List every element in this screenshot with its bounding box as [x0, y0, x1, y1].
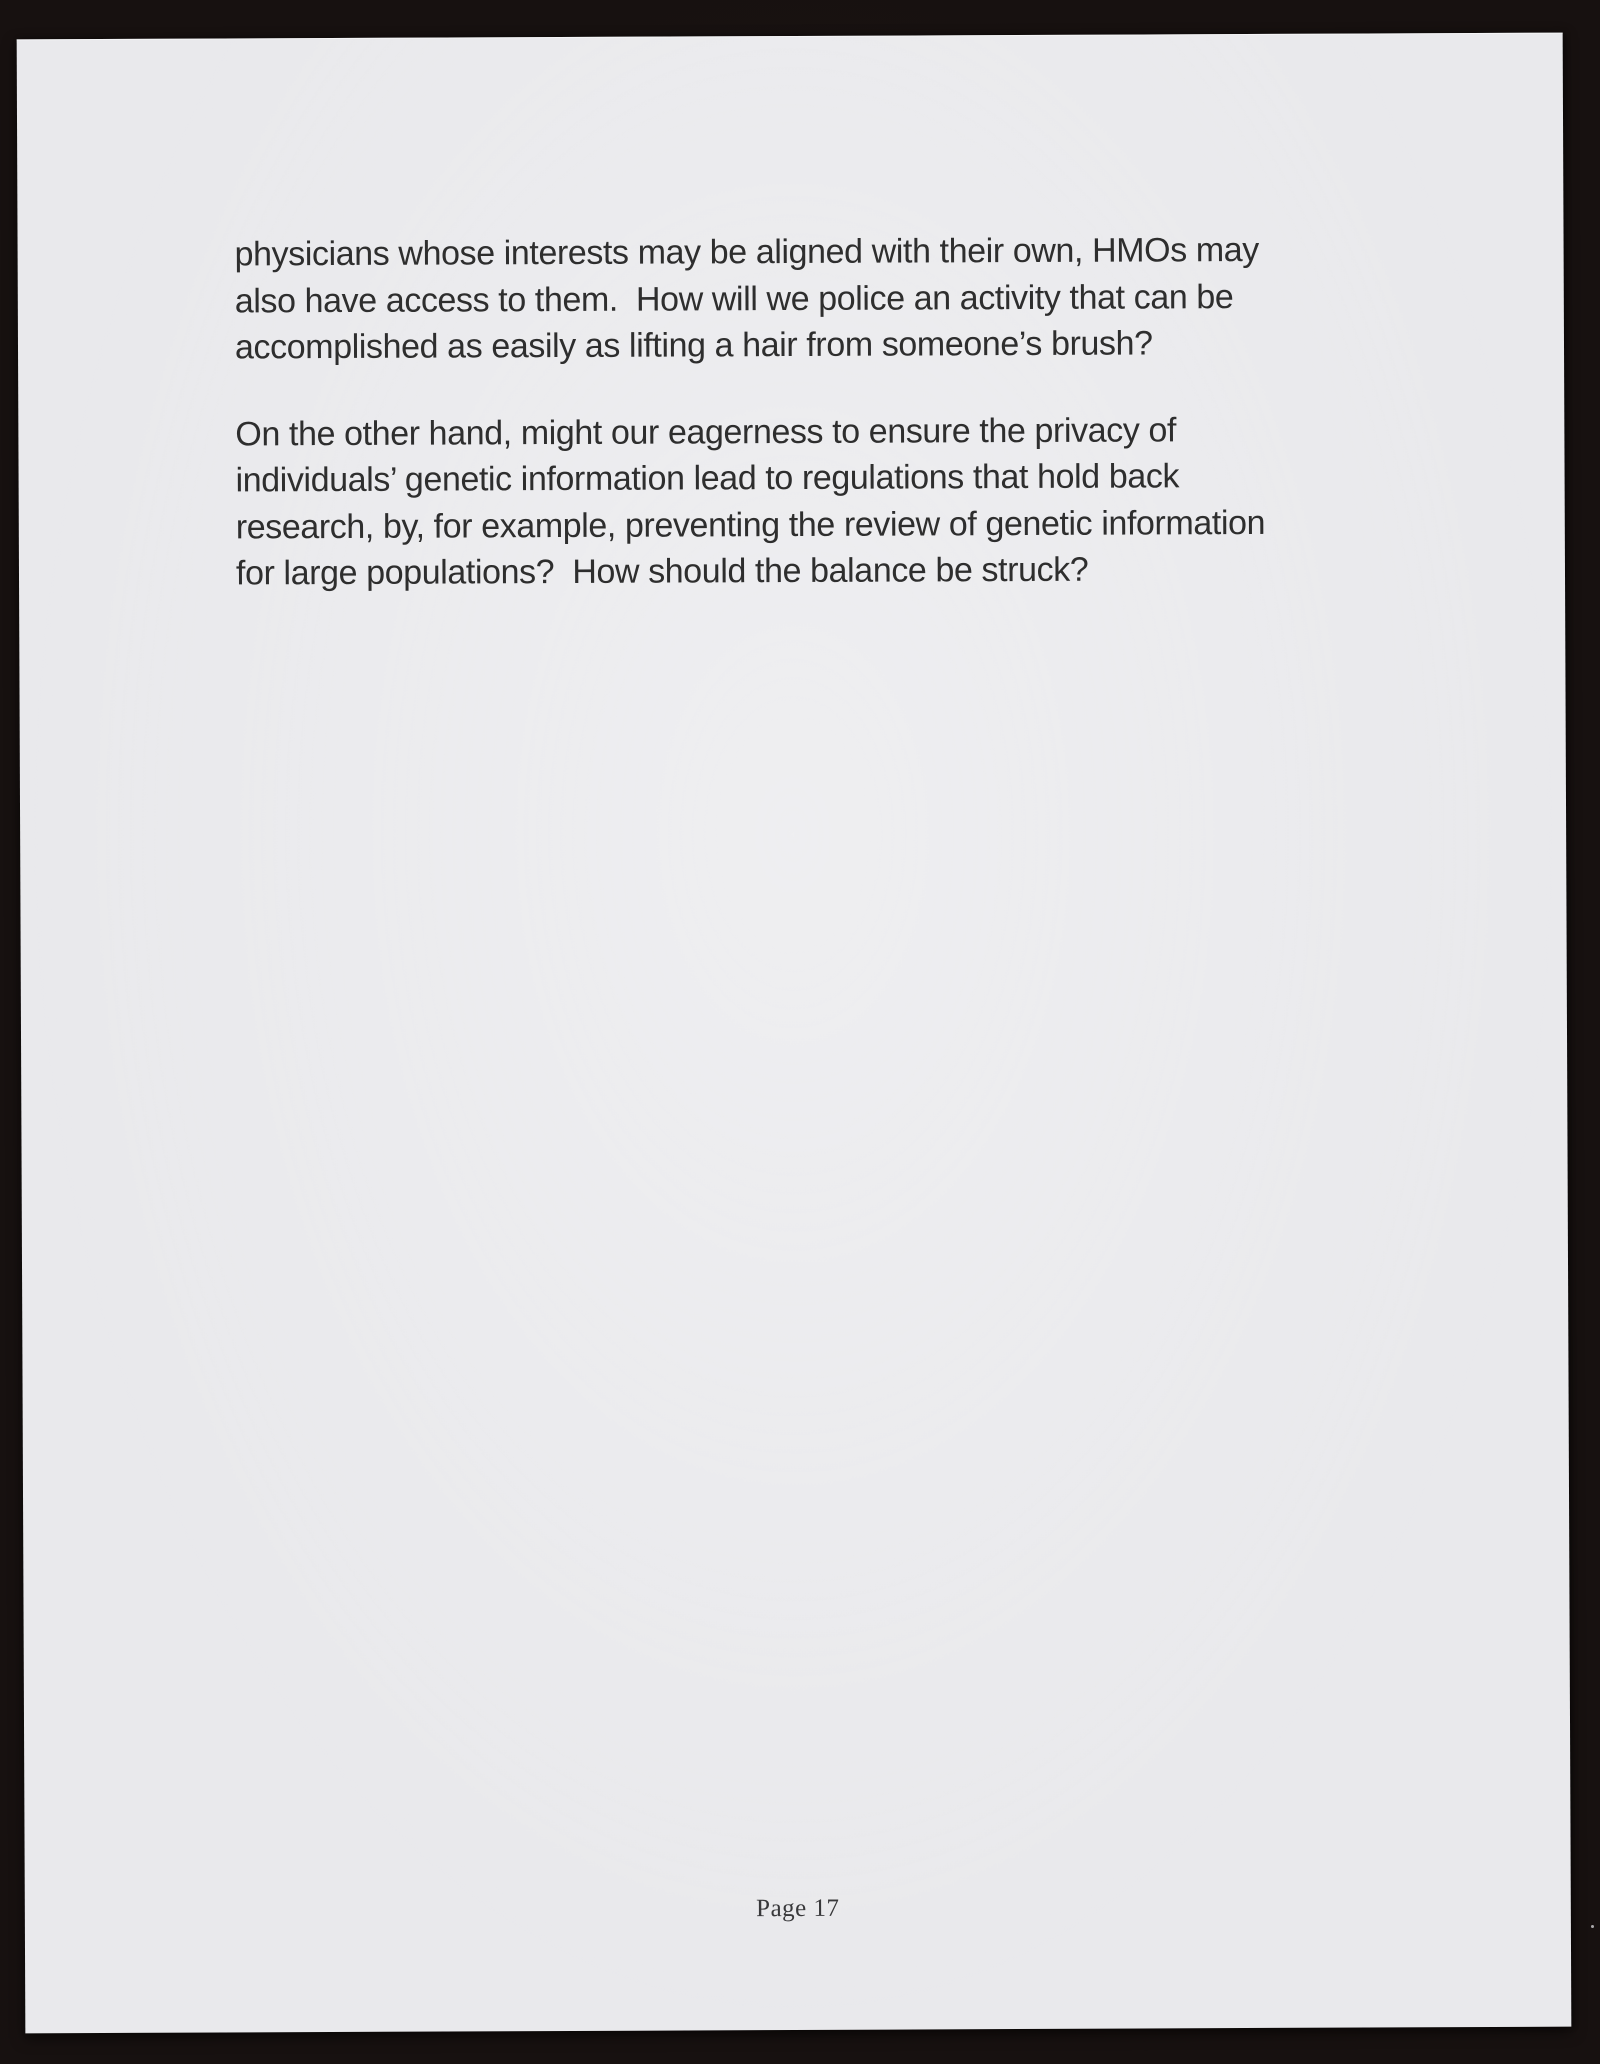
text-line: research, by, for example, preventing the review of genetic information [235, 503, 1266, 546]
text-line: On the other hand, might our eagerness to ensure the privacy of [235, 410, 1177, 453]
text-line: individuals’ genetic information lead to regulations that hold back [235, 457, 1180, 500]
text-line: also have access to them. How will we police an activity that can be [234, 277, 1234, 320]
paragraph [234, 226, 1375, 370]
document-page [17, 33, 1572, 2034]
body-text [234, 226, 1376, 636]
page-number: Page 17 [756, 1894, 840, 1923]
paragraph [235, 406, 1376, 597]
text-line: physicians whose interests may be aligned with their own, HMOs may [234, 230, 1259, 274]
text-line: for large populations? How should the balance be struck? [235, 550, 1089, 593]
text-line: accomplished as easily as lifting a hair from someone’s brush? [234, 324, 1153, 367]
scan-dust-speck [1591, 1925, 1594, 1928]
